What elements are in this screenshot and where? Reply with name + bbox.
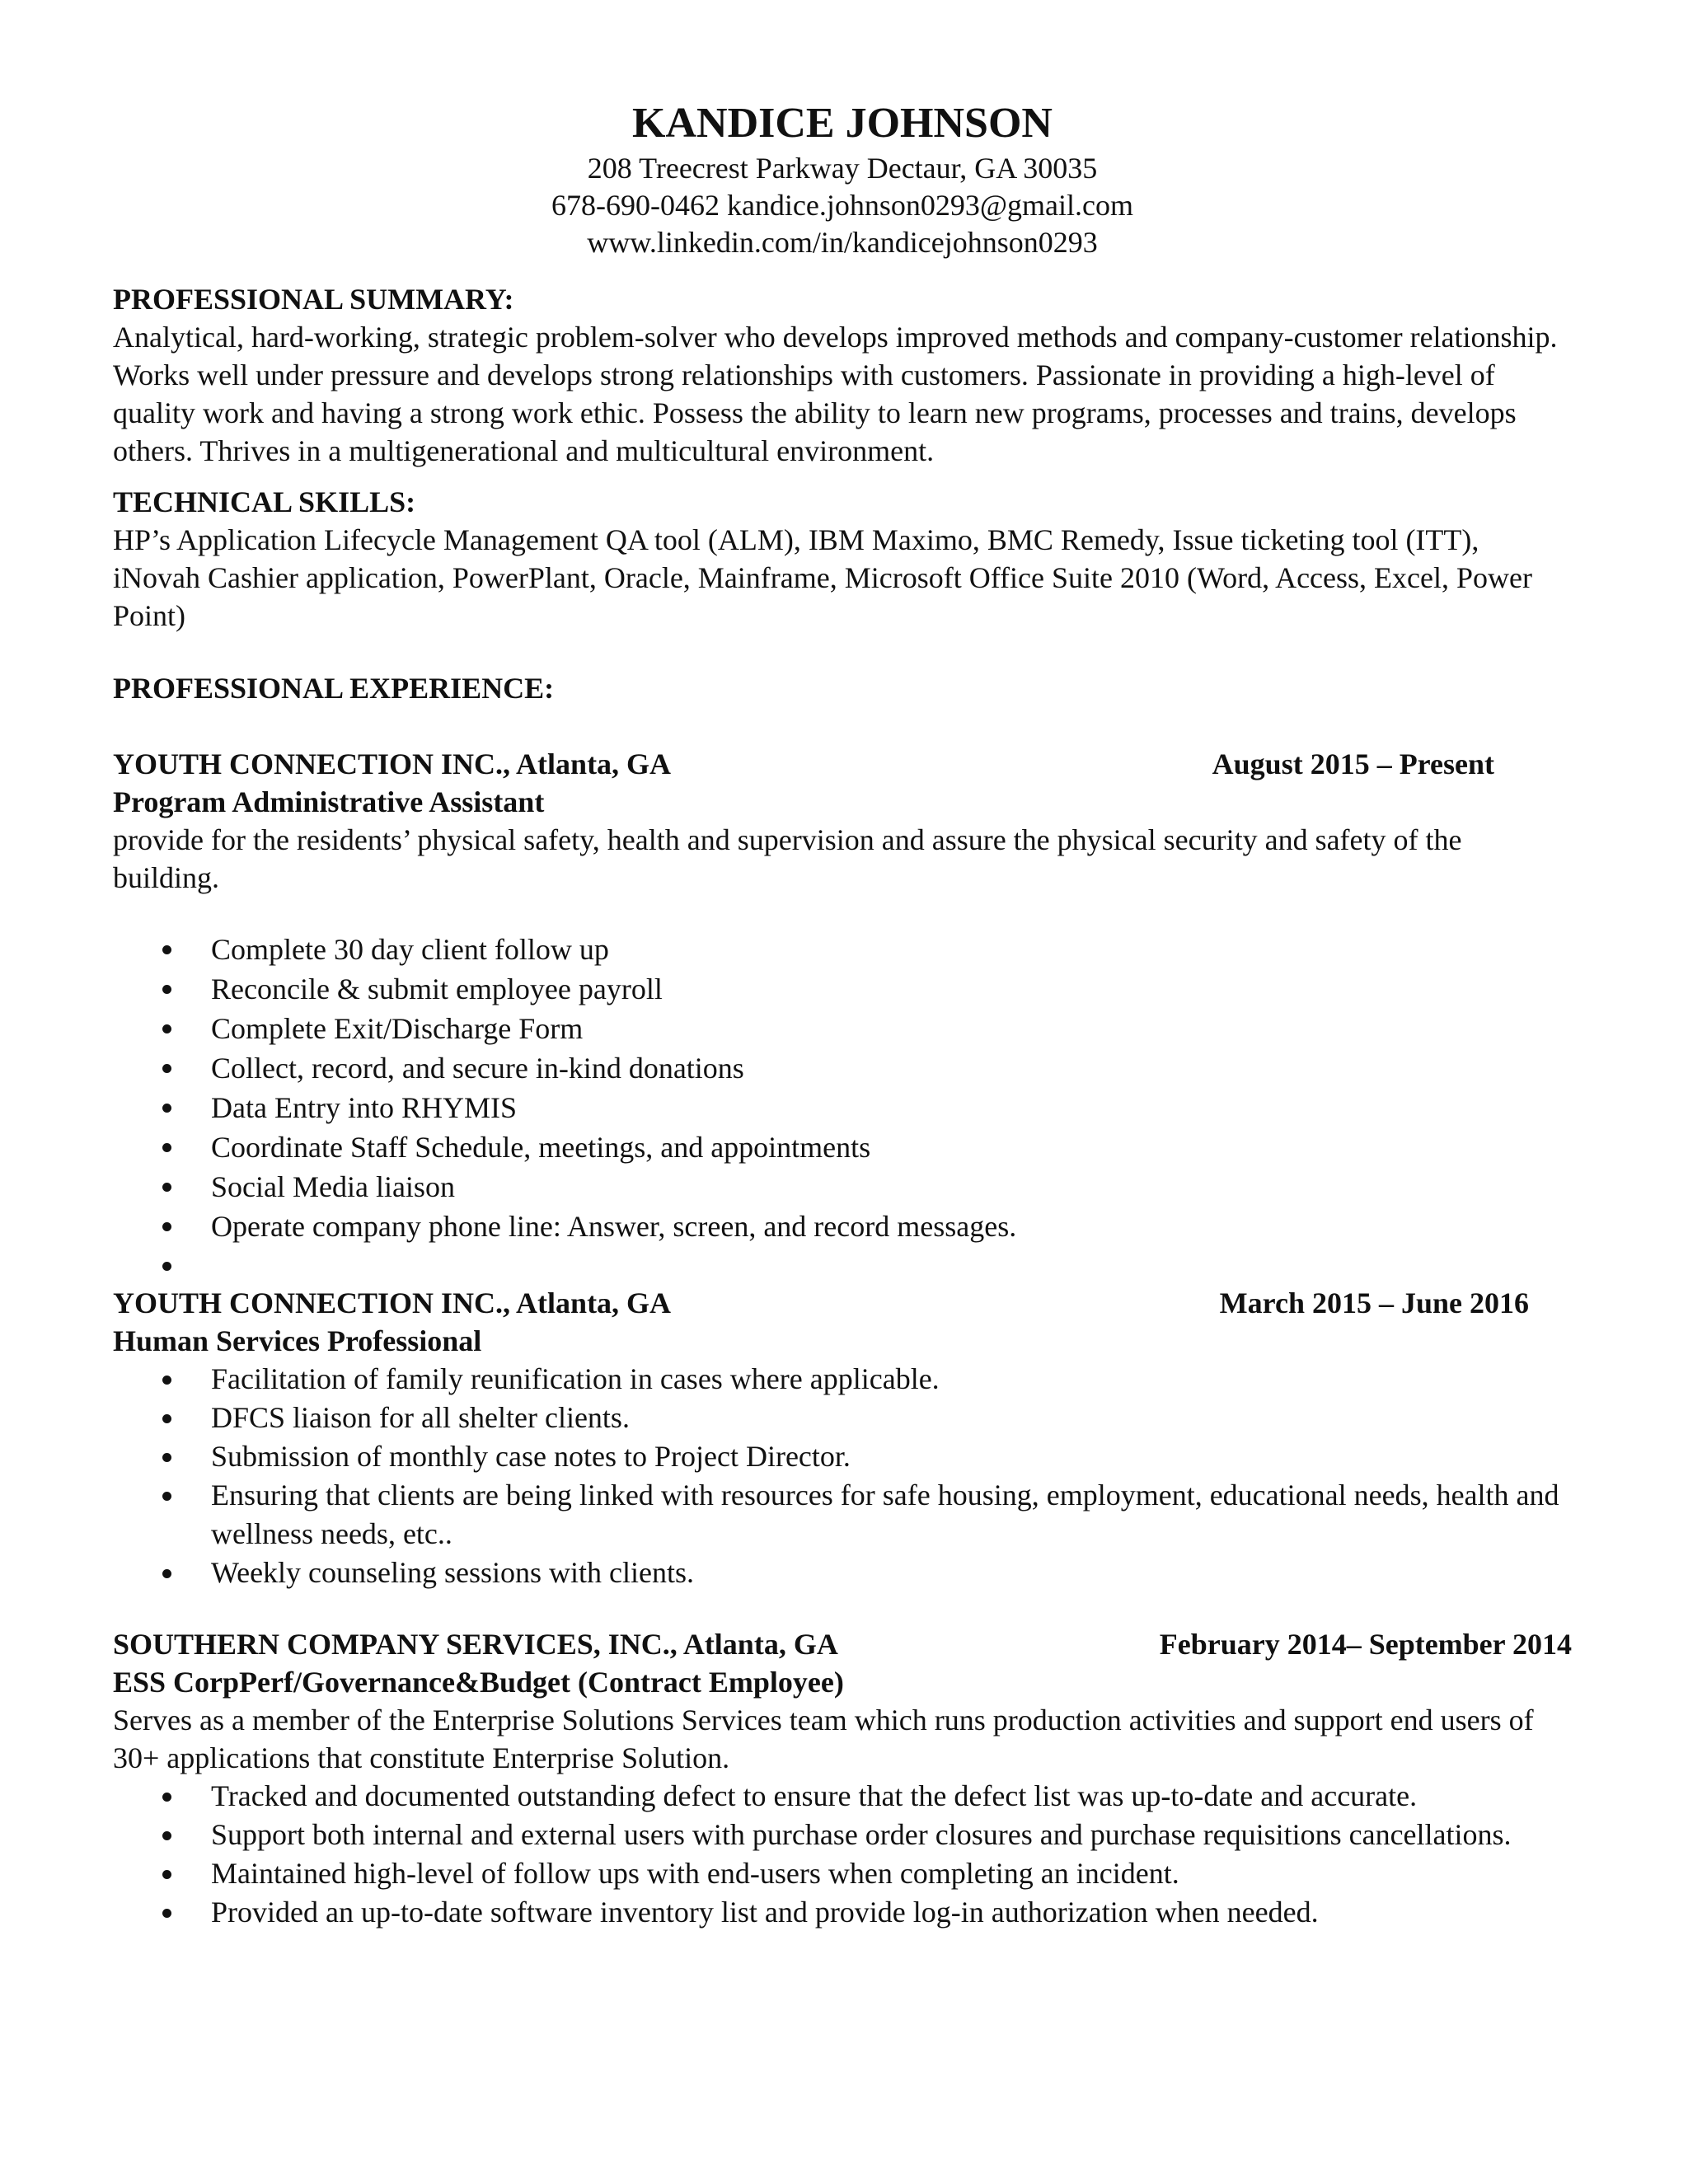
bullet-icon <box>162 1183 171 1192</box>
summary-section <box>113 280 1572 470</box>
skills-title: TECHNICAL SKILLS: <box>113 485 416 518</box>
skills-text: HP’s Application Lifecycle Management QA tool (ALM), IBM Maximo, BMC Remedy, Issue ticketing tool (ITT), iNovah Cashier application, PowerPlant, Oracle, Mainframe, Microsoft Office Suite 2010 (Word, Access, Excel, Power Point) <box>113 523 1532 632</box>
bullet-icon <box>162 1376 171 1385</box>
bullet-item: Social Media liaison <box>113 1167 1572 1207</box>
bullet-icon <box>162 1222 171 1231</box>
skills-section <box>113 483 1572 635</box>
bullet-icon <box>162 985 171 994</box>
bullet-item: Provided an up-to-date software inventory list and provide log-in authorization when needed. <box>113 1893 1572 1932</box>
linkedin-url[interactable]: www.linkedin.com/in/kandicejohnson0293 <box>587 226 1098 259</box>
bullet-item: Reconcile & submit employee payroll <box>113 969 1572 1009</box>
bullet-item: Tracked and documented outstanding defect to ensure that the defect list was up-to-date and accurate. <box>113 1777 1572 1816</box>
bullet-icon <box>162 1414 171 1423</box>
bullet-icon <box>162 1870 171 1879</box>
job-header <box>113 1625 1572 1663</box>
job-dates: August 2015 – Present <box>1212 748 1494 780</box>
job-dates: February 2014– September 2014 <box>1159 1628 1572 1661</box>
bullet-icon <box>162 1492 171 1501</box>
job-title: Program Administrative Assistant <box>113 785 545 818</box>
bullet-item: Coordinate Staff Schedule, meetings, and appointments <box>113 1127 1572 1167</box>
experience-title: PROFESSIONAL EXPERIENCE: <box>113 672 555 705</box>
job-bullet-list <box>113 1360 1572 1592</box>
bullet-item: Facilitation of family reunification in cases where applicable. <box>113 1360 1572 1399</box>
bullet-icon <box>162 1793 171 1802</box>
bullet-item: Support both internal and external users with purchase order closures and purchase requisitions cancellations. <box>113 1816 1572 1854</box>
job-bullet-list <box>113 1777 1572 1932</box>
job-title: ESS CorpPerf/Governance&Budget (Contract Employee) <box>113 1666 844 1699</box>
bullet-icon <box>162 945 171 954</box>
bullet-item: Complete 30 day client follow up <box>113 930 1572 969</box>
bullet-item: Maintained high-level of follow ups with end-users when completing an incident. <box>113 1854 1572 1893</box>
job-entry <box>113 745 1572 1284</box>
job-description: Serves as a member of the Enterprise Solutions Services team which runs production activities and support end users of 30+ applications that constitute Enterprise Solution. <box>113 1704 1534 1774</box>
bullet-icon <box>162 1569 171 1578</box>
job-header <box>113 1284 1572 1322</box>
bullet-item: Collect, record, and secure in-kind donations <box>113 1048 1572 1088</box>
job-title: Human Services Professional <box>113 1324 482 1357</box>
job-entry <box>113 1284 1572 1592</box>
job-header <box>113 745 1572 783</box>
job-entry <box>113 1625 1572 1932</box>
bullet-item: Ensuring that clients are being linked with resources for safe housing, employment, educational needs, health and wellness needs, etc.. <box>113 1476 1572 1554</box>
bullet-icon <box>162 1262 171 1271</box>
experience-section <box>113 669 1572 1932</box>
bullet-icon <box>162 1143 171 1152</box>
summary-title: PROFESSIONAL SUMMARY: <box>113 283 514 316</box>
bullet-item: Complete Exit/Discharge Form <box>113 1009 1572 1048</box>
summary-text: Analytical, hard-working, strategic problem-solver who develops improved methods and company-customer relationship. Works well under pressure and develops strong relationships with customers. Passionate in providing a high-level of quality work and having a strong work ethic. Possess the ability to learn new programs, processes and trains, develops others. Thrives in a multigenerational and multicultural environment. <box>113 321 1558 467</box>
bullet-icon <box>162 1453 171 1462</box>
phone-email: 678-690-0462 kandice.johnson0293@gmail.com <box>551 189 1134 222</box>
job-bullet-list <box>113 930 1572 1284</box>
bullet-item: DFCS liaison for all shelter clients. <box>113 1399 1572 1437</box>
bullet-item: Weekly counseling sessions with clients. <box>113 1554 1572 1592</box>
bullet-item: Data Entry into RHYMIS <box>113 1088 1572 1127</box>
job-employer: SOUTHERN COMPANY SERVICES, INC., Atlanta, GA <box>113 1628 838 1661</box>
resume-header <box>113 97 1572 261</box>
job-dates: March 2015 – June 2016 <box>1219 1286 1529 1319</box>
bullet-icon <box>162 1104 171 1113</box>
bullet-icon <box>162 1831 171 1840</box>
bullet-icon <box>162 1064 171 1073</box>
bullet-icon <box>162 1024 171 1033</box>
bullet-item: Operate company phone line: Answer, screen, and record messages. <box>113 1207 1572 1246</box>
job-employer: YOUTH CONNECTION INC., Atlanta, GA <box>113 1286 672 1319</box>
bullet-item-empty <box>113 1246 1572 1284</box>
job-description: provide for the residents’ physical safety, health and supervision and assure the physical security and safety of the building. <box>113 823 1462 894</box>
bullet-item: Submission of monthly case notes to Project Director. <box>113 1437 1572 1476</box>
candidate-name: KANDICE JOHNSON <box>632 100 1053 147</box>
resume-page <box>113 97 1572 1932</box>
bullet-icon <box>162 1909 171 1918</box>
job-employer: YOUTH CONNECTION INC., Atlanta, GA <box>113 748 672 780</box>
address: 208 Treecrest Parkway Dectaur, GA 30035 <box>587 152 1098 185</box>
